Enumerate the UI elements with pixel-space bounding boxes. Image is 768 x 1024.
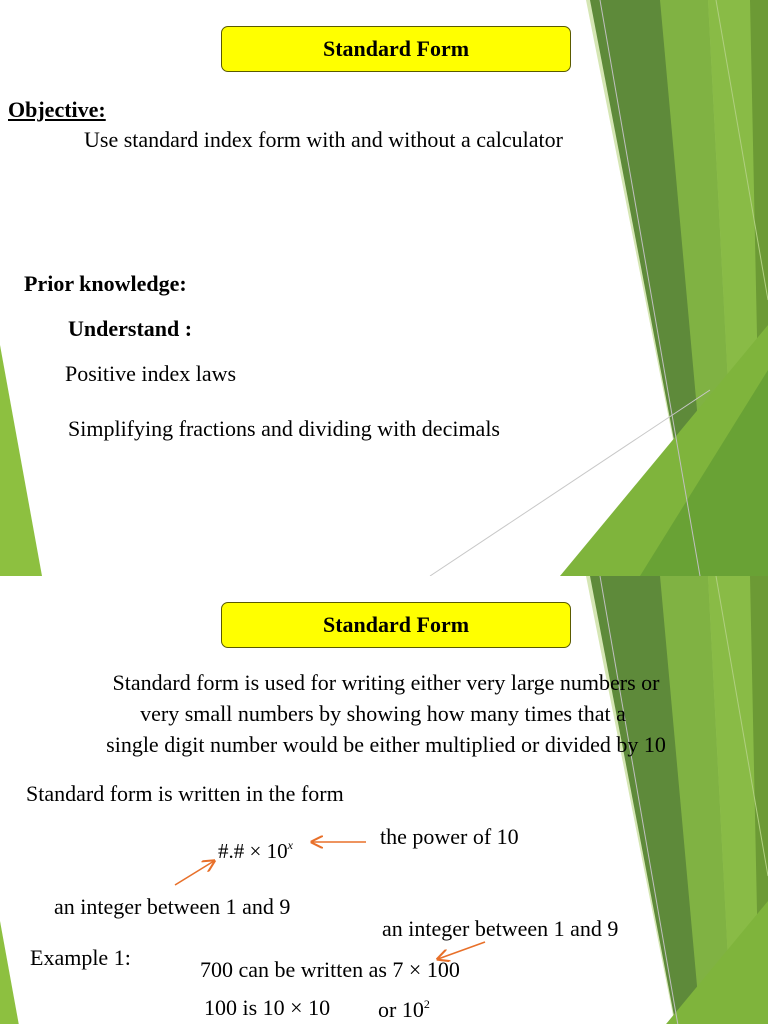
formula-base: #.# × 10 (218, 839, 288, 863)
form-intro: Standard form is written in the form (26, 781, 344, 806)
intro-line: single digit number would be either multiplied or divided by 10 (106, 732, 666, 757)
annotation-arrows (0, 576, 768, 1024)
prior-item: Positive index laws (65, 361, 237, 386)
or-text: or 10 (378, 997, 424, 1022)
hundred-text: 100 is 10 × 10 (204, 995, 331, 1020)
objective-text: Use standard index form with and without a calculator (84, 127, 563, 152)
integer-label: an integer between 1 and 9 (54, 894, 291, 919)
integer-label-2: an integer between 1 and 9 (382, 916, 619, 941)
intro-line: very small numbers by showing how many times that a (140, 701, 626, 726)
slide-2-title: Standard Form (221, 602, 571, 648)
slide-1-title: Standard Form (221, 26, 571, 72)
power-label: the power of 10 (380, 824, 519, 849)
example-line: 700 can be written as 7 × 100 (200, 957, 460, 982)
arrow-to-seven (438, 942, 485, 959)
arrow-to-coefficient (175, 861, 214, 885)
objective-label: Objective: (8, 97, 106, 122)
slide-2 (0, 576, 768, 1024)
example-label: Example 1: (30, 945, 131, 970)
or-exponent: 2 (423, 997, 430, 1011)
prior-knowledge-label: Prior knowledge: (24, 271, 187, 296)
intro-line: Standard form is used for writing either very large numbers or (112, 670, 660, 695)
formula-exponent: x (287, 838, 293, 852)
understand-label: Understand : (68, 316, 193, 341)
prior-item: Simplifying fractions and dividing with decimals (68, 416, 500, 441)
